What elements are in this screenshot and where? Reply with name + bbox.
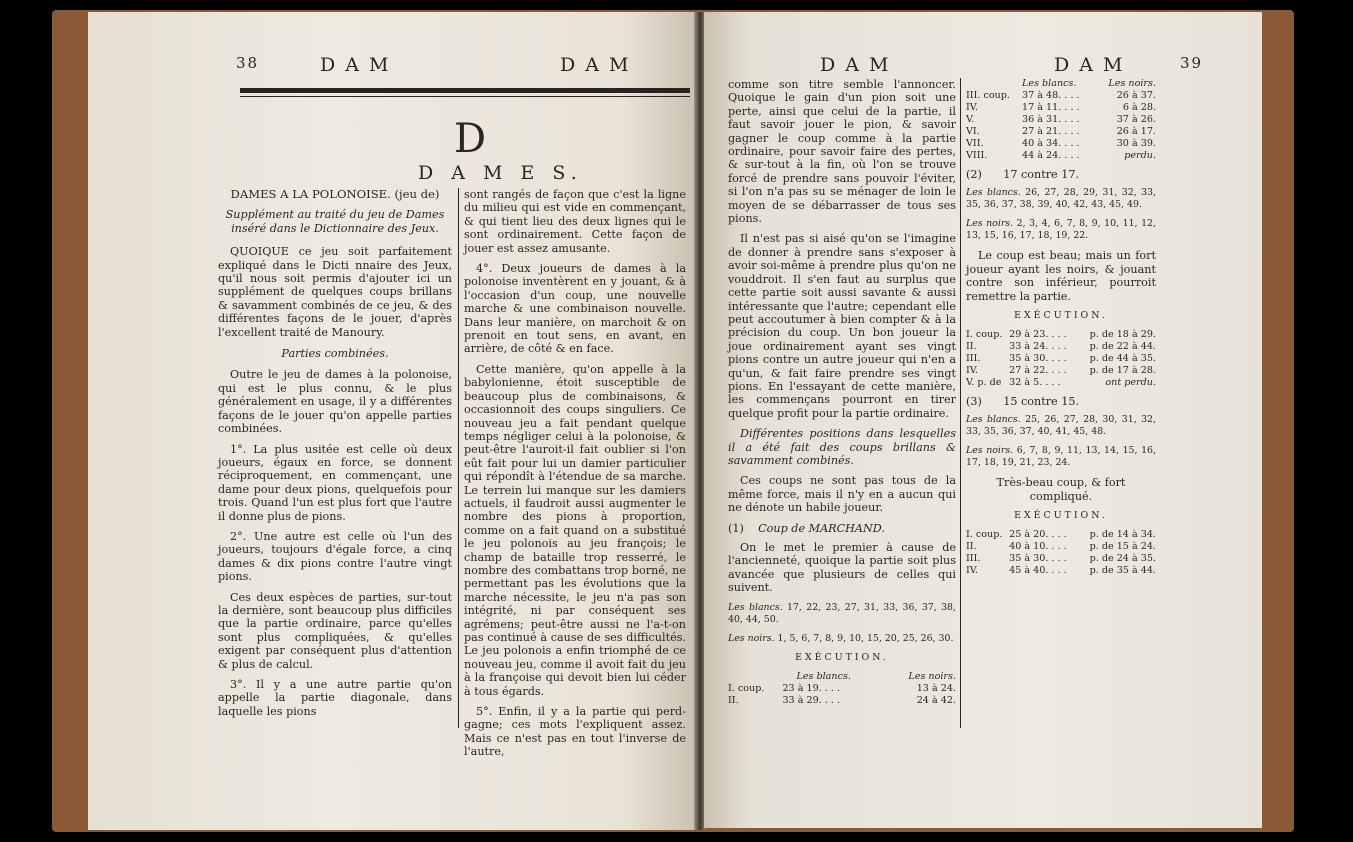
coup-number: (3) xyxy=(966,395,982,409)
table-row: VIII. 44 à 24. . . . perdu. xyxy=(966,150,1156,161)
section-letter: D xyxy=(454,116,487,162)
table-row: III. coup. 37 à 48. . . . 26 à 37. xyxy=(966,90,1156,101)
blancs-label: Les blancs. xyxy=(728,601,783,613)
right-column-2: Les blancs. Les noirs. III. coup. 37 à 48. . . . 26 à 37. IV. 17 à 11. . . . 6 à 28. V. 36 à 31. . . . 37 à 26. VI. 27 à 21. . . . 26 à 17. VII. 40 à 34. . . . 30 à 39. VIII. 44 à 24. . . . perdu. (2) 17 contre 17. Les blancs. 26, 27, 28, 29, 31, 32, 33, 35, 36, 37, 38, 39, 40, 42, 43, 45, 49. Les noirs. 2, 3, 4, 6, 7, 8, 9, 10, 11, 12, 13, 15, 16, 17, 18, 19, 22. Le coup est beau; mais un fort joueur ayant les noirs, & jouant contre son inférieur, pourroit remettre la partie. EXÉCUTION. I. coup. 29 à 23. . . . p. de 18 à 29. II. 33 à 24. . . . p. de 22 à 44. III. 35 à 30. . . . p. de 44 à 35. IV. 27 à 22. . . . p. de 17 à 28. V. p. de 32 à 5. . . . ont perdu. (3) 15 contre 15. Les blancs. 25, 26, 27, 28, 30, 31, 32, 33, 35, 36, 37, 40, 41, 45, 48. Les noirs. 6, 7, 8, 9, 11, 13, 14, 15, 16, 17, 18, 19, 21, 23, 24. Très-beau coup, & fort compliqué. EXÉCUTION. I. coup. 25 à 20. . . . p. de 14 à 34. II. 40 à 10. . . . p. de 15 à 24. III. 35 à 30. . . . p. de 24 à 35. IV. 45 à 40. . . . p. de 35 à 44. xyxy=(966,78,1157,577)
noirs-values: 6, 7, 8, 9, 11, 13, 14, 15, 16, 17, 18, 19, 21, 23, 24. xyxy=(966,445,1156,469)
table-row: IV. 45 à 40. . . . p. de 35 à 44. xyxy=(966,565,1156,577)
noirs-values: 2, 3, 4, 6, 7, 8, 9, 10, 11, 12, 13, 15, 16, 17, 18, 19, 22. xyxy=(966,218,1156,242)
paragraph: Outre le jeu de dames à la polonoise, qui est le plus connu, & le plus généralement en usage, il y a différentes façons de le jouer qu'on appelle parties combinées. xyxy=(218,368,452,436)
paragraph: 4°. Deux joueurs de dames à la polonoise inventèrent en y jouant, & à l'occasion d'un coup, une nouvelle marche & une combinaison nouvelle. Dans leur manière, on marchoit & on prenoit en tout sens, en avant, en arrière, de côté & en face. xyxy=(464,262,686,356)
execution-table-bottom xyxy=(966,529,1156,577)
paragraph: sont rangés de façon que c'est la ligne du milieu qui est vide en commençant, & qui tient lieu des deux lignes qui le sont ordinairement. Cette façon de jouer est assez amusante. xyxy=(464,188,686,255)
coup-title: 17 contre 17. xyxy=(1003,168,1080,181)
positions-heading: Différentes positions dans lesquelles il a été fait des coups brillans & savamment combinés. xyxy=(728,427,956,467)
blancs-values: 25, 26, 27, 28, 30, 31, 32, 33, 35, 36, 37, 40, 41, 45, 48. xyxy=(966,414,1157,438)
column-divider xyxy=(458,188,459,728)
header-rule xyxy=(240,88,690,93)
page-number-left: 38 xyxy=(236,54,260,72)
section-title: D A M E S. xyxy=(418,162,583,184)
table-row: IV. 17 à 11. . . . 6 à 28. xyxy=(966,102,1156,113)
paragraph: QUOIQUE ce jeu soit parfaitement expliqué dans le Dicti nnaire des Jeux, qu'il nous soit permis d'ajouter ici un supplément de quelques coups brillans & savamment combinés de ce jeu, & des différentes façons de le jouer, d'après l'excellent traité de Manoury. xyxy=(218,245,452,339)
th-noirs: Les noirs. xyxy=(908,670,956,682)
execution-heading: EXÉCUTION. xyxy=(795,651,889,663)
table-row: V. p. de 32 à 5. . . . ont perdu. xyxy=(966,377,1156,389)
execution-table-mid xyxy=(966,329,1156,389)
noirs-values: 1, 5, 6, 7, 8, 9, 10, 15, 20, 25, 26, 30. xyxy=(777,632,954,644)
left-column-2 xyxy=(464,188,686,766)
paragraph: Cette manière, qu'on appelle à la babylonienne, étoit susceptible de beaucoup plus de combinaisons, & occasionnoit des coups singuliers. Ce nouveau jeu a fait pendant quelque temps négliger celui à la polonoise, & peut-être l'auroit-il fait oublier si l'on eût fait pour lui un damier particulier qui répondît à l'étendue de sa marche. Le terrein lui manque sur les damiers actuels, il faudroit aussi augmenter le nombre des pions à proportion, comme on a fait quand on a substitué le jeu polonois au jeu françois; le champ de bataille trop resserré, le nombre des combattans trop borné, ne permettant pas les évolutions que la marche nécessite, le jeu n'a pas son intégrité, ni par conséquent ses agrémens; peut-être aussi ne l'a-t-on pas continué à cause de ses difficultés. Le jeu polonois a enfin triomphé de ce nouveau jeu, comme il avoit fait du jeu à la françoise qui devoit bien lui céder à tous égards. xyxy=(464,362,686,698)
table-row: II. 40 à 10. . . . p. de 15 à 24. xyxy=(966,541,1156,553)
paragraph: 5°. Enfin, il y a la partie qui perd-gagne; ces mots l'expliquent assez. Mais ce n'est pas en tout l'inverse de l'autre, xyxy=(464,705,686,759)
table-row: IV. 27 à 22. . . . p. de 17 à 28. xyxy=(966,365,1156,377)
header-rule-thin xyxy=(240,96,690,97)
paragraph: 1°. La plus usitée est celle où deux joueurs, égaux en force, se donnent réciproquement, en commençant, une dame pour deux pions, quelquefois pour trois. Quand l'un est plus fort que l'autre il donne plus de pions. xyxy=(218,442,452,523)
coup-number: (1) xyxy=(728,521,744,535)
paragraph: Ces coups ne sont pas tous de la même force, mais il n'y en a aucun qui ne dénote un habile joueur. xyxy=(728,474,956,515)
paragraph: 2°. Une autre est celle où l'un des joueurs, toujours d'égale force, a cinq dames & dix pions contre l'autre vingt pions. xyxy=(218,529,452,584)
execution-table-top: Les blancs. Les noirs. III. coup. 37 à 48. . . . 26 à 37. IV. 17 à 11. . . . 6 à 28. V. 36 à 31. . . . 37 à 26. VI. 27 à 21. . . . 26 à 17. VII. 40 à 34. . . . 30 à 39. VIII. 44 à 24. . . . perdu. xyxy=(966,78,1156,161)
table-row: I. coup. 23 à 19. . . . 13 à 24. xyxy=(728,682,956,694)
entry-title: DAMES A LA POLONOISE. (jeu de) xyxy=(230,187,440,201)
th-blancs: Les blancs. xyxy=(796,670,851,682)
coup-title: Coup de MARCHAND. xyxy=(758,521,885,535)
right-column-1 xyxy=(728,78,956,707)
subheading: Parties combinées. xyxy=(281,347,389,361)
table-row: II. 33 à 29. . . . 24 à 42. xyxy=(728,694,956,706)
table-row: III. 35 à 30. . . . p. de 24 à 35. xyxy=(966,553,1156,565)
table-row: II. 33 à 24. . . . p. de 22 à 44. xyxy=(966,341,1156,353)
left-column-1 xyxy=(218,188,452,725)
paragraph: 3°. Il y a une autre partie qu'on appelle la partie diagonale, dans laquelle les pions xyxy=(218,678,452,718)
table-row: I. coup. 29 à 23. . . . p. de 18 à 29. xyxy=(966,329,1156,341)
blancs-values: 26, 27, 28, 29, 31, 32, 33, 35, 36, 37, 38, 39, 40, 42, 43, 45, 49. xyxy=(966,187,1157,211)
table-row: I. coup. 25 à 20. . . . p. de 14 à 34. xyxy=(966,529,1156,541)
execution-heading: EXÉCUTION. xyxy=(1014,510,1108,522)
coup-title: 15 contre 15. xyxy=(1003,395,1080,409)
paragraph: Ces deux espèces de parties, sur-tout la dernière, sont beaucoup plus difficiles que la partie ordinaire, parce qu'elles sont plus compliquées, & qu'elles exigent par conséquent plus d'attention & plus de calcul. xyxy=(218,590,452,671)
table-row: VI. 27 à 21. . . . 26 à 17. xyxy=(966,126,1156,137)
paragraph: Il n'est pas si aisé qu'on se l'imagine de donner à prendre sans s'exposer à avoir soi-même à prendre plus qu'on ne vouddroit. Il s'en faut au surplus que cette partie soit aussi savante & aussi intéressante que l'autre; cependant elle peut accoutumer à bien compter & à la précision du coup. Un bon joueur la joue ordinairement ayant ses vingt pions contre un autre joueur qui n'en a qu'un, & fait faire prendre ses vingt pions. En l'essayant de cette manière, les commençans pourront en tirer quelque profit pour la partie ordinaire. xyxy=(728,232,956,420)
supplement-note: Supplément au traité du jeu de Dames inséré dans le Dictionnaire des Jeux. xyxy=(225,208,445,235)
noirs-label: Les noirs. xyxy=(728,632,775,644)
table-row: V. 36 à 31. . . . 37 à 26. xyxy=(966,114,1156,125)
execution-heading: EXÉCUTION. xyxy=(1014,310,1108,322)
left-page xyxy=(88,12,696,830)
table-row: III. 35 à 30. . . . p. de 44 à 35. xyxy=(966,353,1156,365)
coup-number: (2) xyxy=(966,168,982,181)
column-divider xyxy=(960,78,961,728)
running-header-left: D A M xyxy=(320,54,391,76)
running-header-right: D A M xyxy=(1054,54,1125,76)
blancs-values: 17, 22, 23, 27, 31, 33, 36, 37, 38, 40, 44, 50. xyxy=(728,601,956,625)
right-page xyxy=(704,12,1262,828)
page-number-right: 39 xyxy=(1180,54,1204,72)
table-row: VII. 40 à 34. . . . 30 à 39. xyxy=(966,138,1156,149)
paragraph: On le met le premier à cause de l'ancienneté, quoique la partie soit plus avancée que plusieurs de celles qui suivent. xyxy=(728,541,956,595)
paragraph: Très-beau coup, & fort compliqué. xyxy=(996,476,1126,503)
execution-table xyxy=(728,671,956,707)
running-header-left: D A M xyxy=(820,54,891,76)
running-header-right: D A M xyxy=(560,54,631,76)
paragraph: Le coup est beau; mais un fort joueur ayant les noirs, & jouant contre son inférieur, pourroit remettre la partie. xyxy=(966,249,1156,303)
paragraph: comme son titre semble l'annoncer. Quoique le gain d'un pion soit une perte, ainsi que celui de la partie, il faut savoir jouer le pion, & savoir gagner le coup comme à la partie ordinaire, pour savoir faire des pertes, & sur-tout à la fin, où l'on se trouve forcé de prendre sans pouvoir l'éviter, si l'on n'a pas su se ménager de loin le moyen de se débarrasser de tous ses pions. xyxy=(728,78,956,226)
